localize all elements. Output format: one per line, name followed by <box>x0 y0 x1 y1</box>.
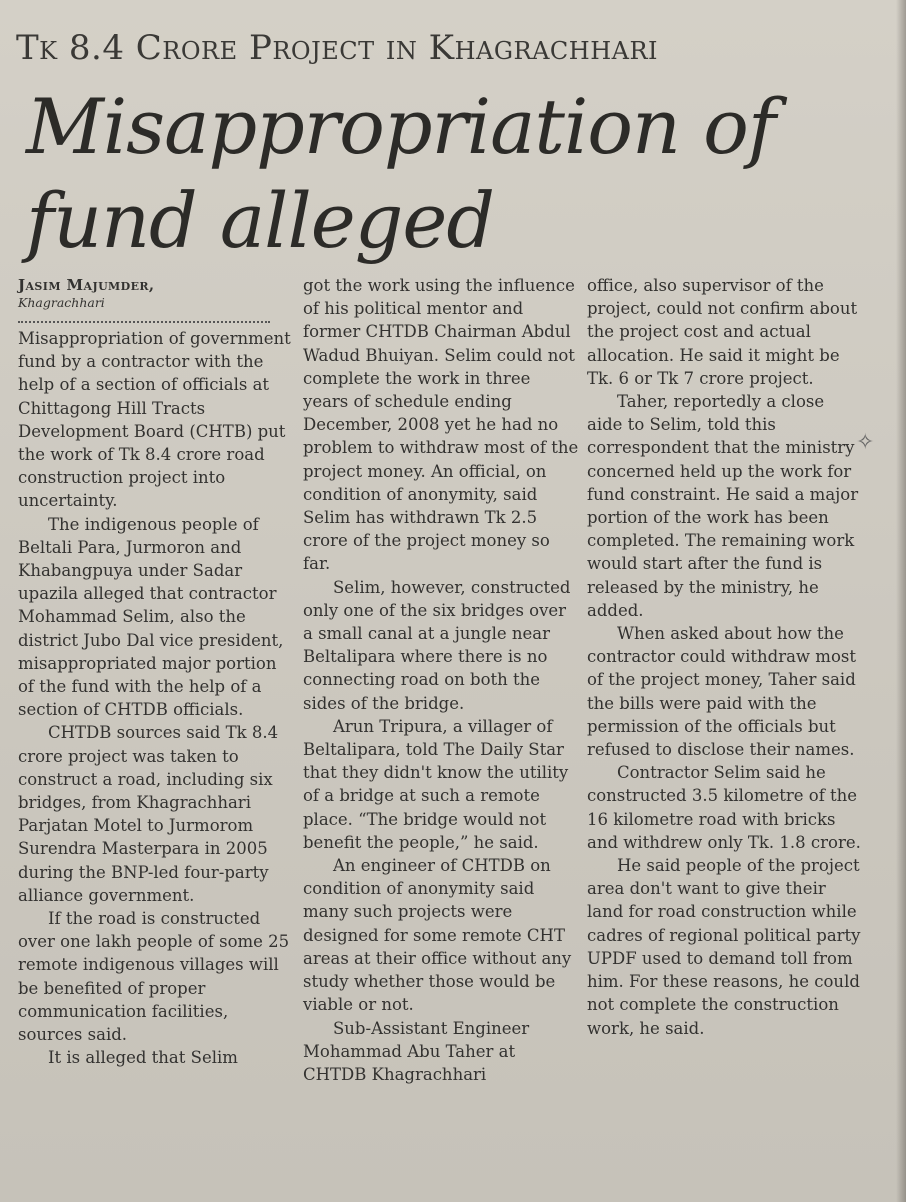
dateline: Khagrachhari <box>18 295 105 310</box>
paragraph: An engineer of CHTDB on condition of anonymity said many such projects were designed for some remote CHT areas at their office without any study whether those would be viable or not. <box>303 856 572 1015</box>
byline-divider <box>18 321 270 323</box>
paragraph: Taher, reportedly a close aide to Selim, told this correspondent that the ministry concerned held up the work for fund constraint. He said a major portion of the work has been completed. The remaining work would start after the fund is released by the ministry, he added. <box>587 392 859 620</box>
page-edge-shadow <box>896 0 906 1202</box>
paragraph: Selim, however, constructed only one of the six bridges over a small canal at a jungle near Beltalipara where there is no connecting road on both the sides of the bridge. <box>303 577 571 713</box>
paragraph: Arun Tripura, a villager of Beltalipara, told The Daily Star that they didn't know the utility of a bridge at such a remote place. “The bridge would not benefit the people,” he said. <box>303 716 569 852</box>
paragraph: It is alleged that Selim <box>48 1048 238 1068</box>
column-1 <box>18 276 294 1070</box>
paragraph: If the road is constructed over one lakh people of some 25 remote indigenous villages will be benefited of proper communication facilities, sources said. <box>18 909 290 1045</box>
print-blemish-icon: ✧ <box>856 430 875 455</box>
paragraph: Sub-Assistant Engineer Mohammad Abu Taher at CHTDB Khagrachhari <box>303 1018 530 1084</box>
column-3 <box>587 274 863 1040</box>
paragraph: The indigenous people of Beltali Para, Jurmoron and Khabangpuya under Sadar upazila alleged that contractor Mohammad Selim, also the district Jubo Dal vice president, misappropriated major portion of the fund with the help of a section of CHTDB officials. <box>18 514 284 720</box>
kicker-headline: Tk 8.4 Crore Project in Khagrachhari <box>16 28 659 68</box>
column-2 <box>303 274 579 1086</box>
paragraph: CHTDB sources said Tk 8.4 crore project was taken to construct a road, including six bridges, from Khagrachhari Parjatan Motel to Jurmorom Surendra Masterpara in 2005 during the BNP-led four-party alliance government. <box>18 723 279 905</box>
main-headline: Misappropriation of fund alleged <box>26 82 776 265</box>
paragraph: Misappropriation of government fund by a contractor with the help of a section of officials at Chittagong Hill Tracts Development Board (CHTB) put the work of Tk 8.4 crore road construction project into uncertainty. <box>18 329 291 511</box>
author-byline: Jasim Majumder, <box>18 276 155 294</box>
paragraph: got the work using the influence of his political mentor and former CHTDB Chairman Abdul Wadud Bhuiyan. Selim could not complete the work in three years of schedule ending December, 2008 yet he had no problem to withdraw most of the project money. An official, on condition of anonymity, said Selim has withdrawn Tk 2.5 crore of the project money so far. <box>303 276 579 574</box>
paragraph: office, also supervisor of the project, could not confirm about the project cost and actual allocation. He said it might be Tk. 6 or Tk 7 crore project. <box>587 276 858 388</box>
paragraph: Contractor Selim said he constructed 3.5 kilometre of the 16 kilometre road with bricks and withdrew only Tk. 1.8 crore. <box>587 763 861 852</box>
paragraph: He said people of the project area don't want to give their land for road construction while cadres of regional political party UPDF used to demand toll from him. For these reasons, he could not complete the construction work, he said. <box>587 856 861 1038</box>
paragraph: When asked about how the contractor could withdraw most of the project money, Taher said the bills were paid with the permission of the officials but refused to disclose their names. <box>587 624 856 760</box>
